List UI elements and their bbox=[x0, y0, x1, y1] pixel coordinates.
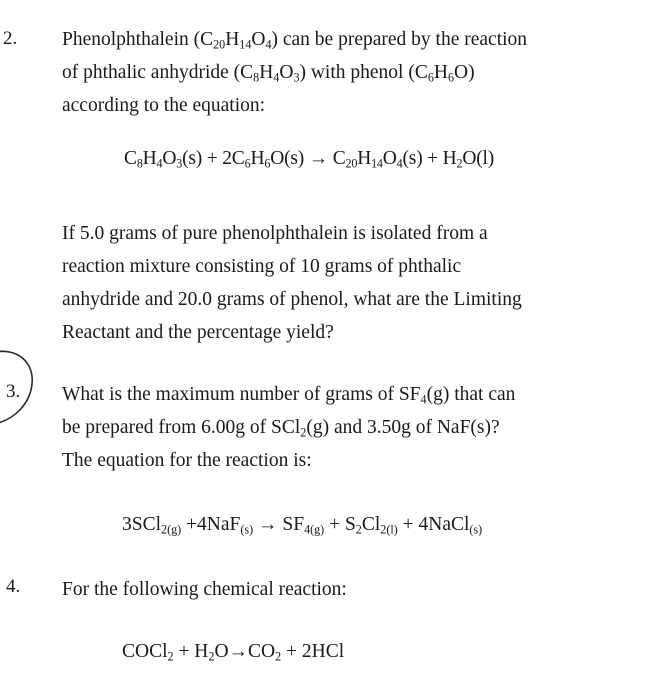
q2-question-line-2: reaction mixture consisting of 10 grams of phthalic bbox=[62, 256, 462, 277]
q3-line-1: What is the maximum number of grams of $SF_4(g)$ that can bbox=[62, 384, 516, 407]
question-number-3: 3. bbox=[6, 381, 21, 402]
question-2-prompt bbox=[62, 217, 522, 349]
q2-intro-line-3: according to the equation: bbox=[62, 95, 266, 116]
q2-intro-line-2: of phthalic anhydride $(C_8H_4O_3)$ with phenol $(C_6H_6O)$ bbox=[62, 62, 475, 85]
q2-equation: $C_8H_4O_3(s) + 2C_6H_6O(s) \to C_{20}H_{14}O_4(s) + H_2O(l)$ bbox=[124, 148, 495, 171]
q3-line-3: The equation for the reaction is: bbox=[62, 450, 312, 471]
q2-question-line-4: Reactant and the percentage yield? bbox=[62, 322, 334, 343]
question-3-text bbox=[62, 378, 515, 477]
question-number-4: 4. bbox=[6, 576, 21, 597]
q2-question-line-1: If 5.0 grams of pure phenolphthalein is isolated from a bbox=[62, 223, 488, 244]
question-number-2: 2. bbox=[3, 28, 18, 49]
question-2-intro bbox=[62, 23, 527, 122]
q3-equation: $3SCl_{2(g)} +4NaF_{(s)} \to SF_{4(g)} + S_2Cl_{2(l)}$ + 4NaCl$_{(s)}$ bbox=[122, 514, 483, 537]
q3-line-2: be prepared from 6.00g of SCl$_2$(g) and 3.50g of NaF(s)? bbox=[62, 417, 500, 440]
question-4-text bbox=[62, 573, 347, 606]
q2-question-line-3: anhydride and 20.0 grams of phenol, what are the Limiting bbox=[62, 289, 522, 310]
q2-intro-line-1: Phenolphthalein $(C_{20}H_{14}O_4)$ can be prepared by the reaction bbox=[62, 29, 528, 52]
q4-line-1: For the following chemical reaction: bbox=[62, 579, 347, 600]
q4-equation: COCl$_2$ + $H_2O\to CO_2 + 2HCl$ bbox=[122, 641, 345, 664]
